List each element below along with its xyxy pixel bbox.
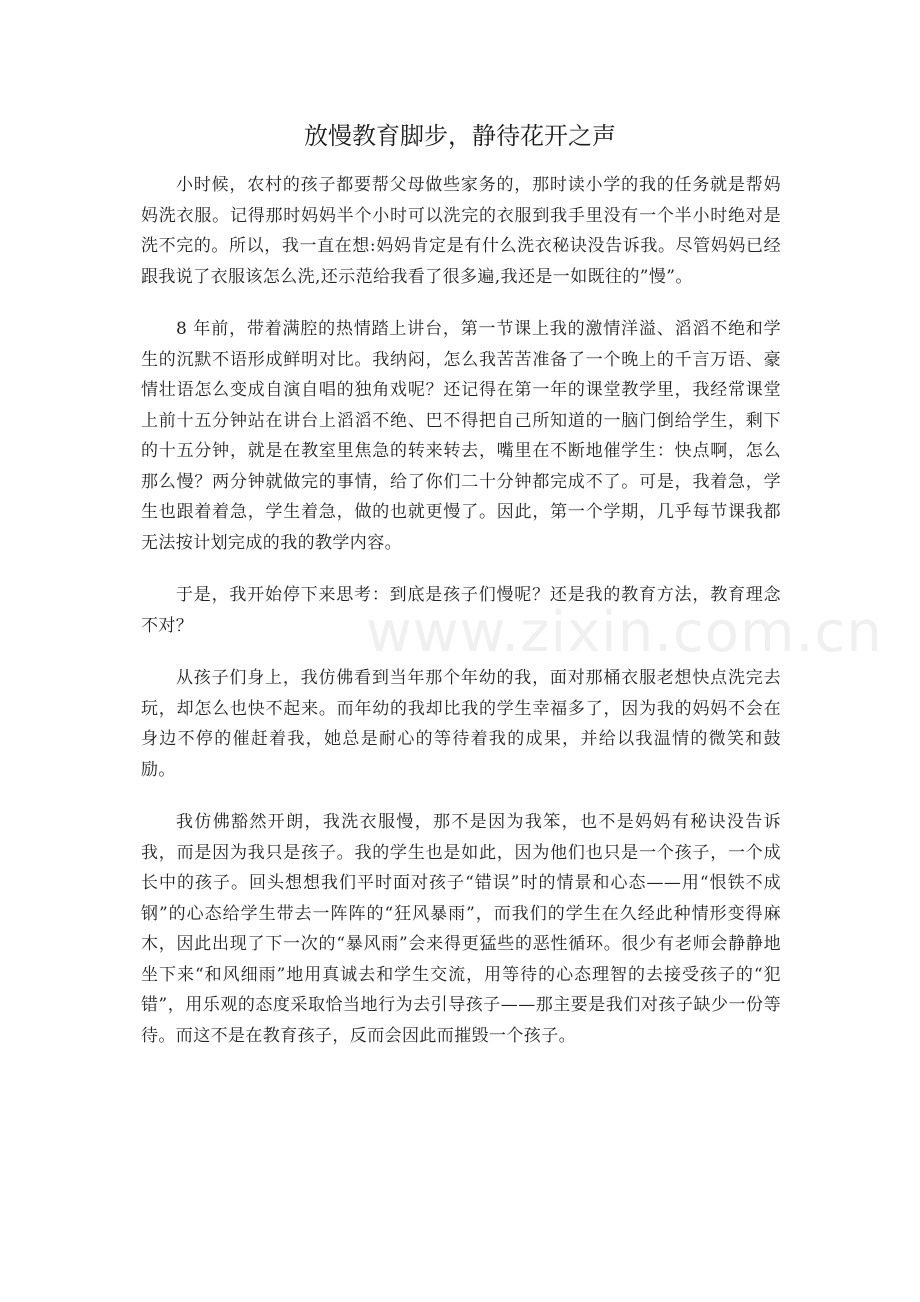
paragraph-2: 8 年前，带着满腔的热情踏上讲台，第一节课上我的激情洋溢、滔滔不绝和学生的沉默不语形成鲜明对比。我纳闷，怎么我苦苦准备了一个晚上的千言万语、豪情壮语怎么变成自演自唱的独角戏呢？还记得在第一年的课堂教学里，我经常课堂上前十五分钟站在讲台上滔滔不绝、巴不得把自己所知道的一脑门倒给学生，剩下的十五分钟，就是在教室里焦急的转来转去，嘴里在不断地催学生：快点啊，怎么那么慢？两分钟就做完的事情，给了你们二十分钟都完成不了。可是，我着急，学生也跟着着急，学生着急，做的也就更慢了。因此，第一个学期，几乎每节课我都无法按计划完成的我的教学内容。 bbox=[141, 319, 781, 553]
paragraph-1: 小时候，农村的孩子都要帮父母做些家务的，那时读小学的我的任务就是帮妈妈洗衣服。记得那时妈妈半个小时可以洗完的衣服到我手里没有一个半小时绝对是洗不完的。所以，我一直在想:妈妈肯定是有什么洗衣秘诀没告诉我。尽管妈妈已经跟我说了衣服该怎么洗,还示范给我看了很多遍,我还是一如既往的”慢”。 bbox=[141, 175, 781, 287]
document-title: 放慢教育脚步，静待花开之声 bbox=[304, 122, 616, 150]
site-watermark: www.zixin.com.cn bbox=[366, 600, 883, 665]
paragraph-5: 我仿佛豁然开朗，我洗衣服慢，那不是因为我笨，也不是妈妈有秘诀没告诉我，而是因为我只是孩子。我的学生也是如此，因为他们也只是一个孩子，一个成长中的孩子。回头想想我们平时面对孩子“错误”时的情景和心态——用“恨铁不成钢”的心态给学生带去一阵阵的“狂风暴雨”，而我们的学生在久经此种情形变得麻木，因此出现了下一次的“暴风雨”会来得更猛些的恶性循环。很少有老师会静静地坐下来“和风细雨”地用真诚去和学生交流，用等待的心态理智的去接受孩子的“犯错”，用乐观的态度采取恰当地行为去引导孩子——那主要是我们对孩子缺少一份等待。而这不是在教育孩子，反而会因此而摧毁一个孩子。 bbox=[141, 812, 781, 1046]
paragraph-4: 从孩子们身上，我仿佛看到当年那个年幼的我，面对那桶衣服老想快点洗完去玩，却怎么也快不起来。而年幼的我却比我的学生幸福多了，因为我的妈妈不会在身边不停的催赶着我，她总是耐心的等待着我的成果，并给以我温情的微笑和鼓励。 bbox=[141, 668, 781, 780]
document-body bbox=[141, 170, 781, 1073]
paragraph-3: 于是，我开始停下来思考：到底是孩子们慢呢？还是我的教育方法，教育理念不对？ bbox=[141, 585, 781, 636]
